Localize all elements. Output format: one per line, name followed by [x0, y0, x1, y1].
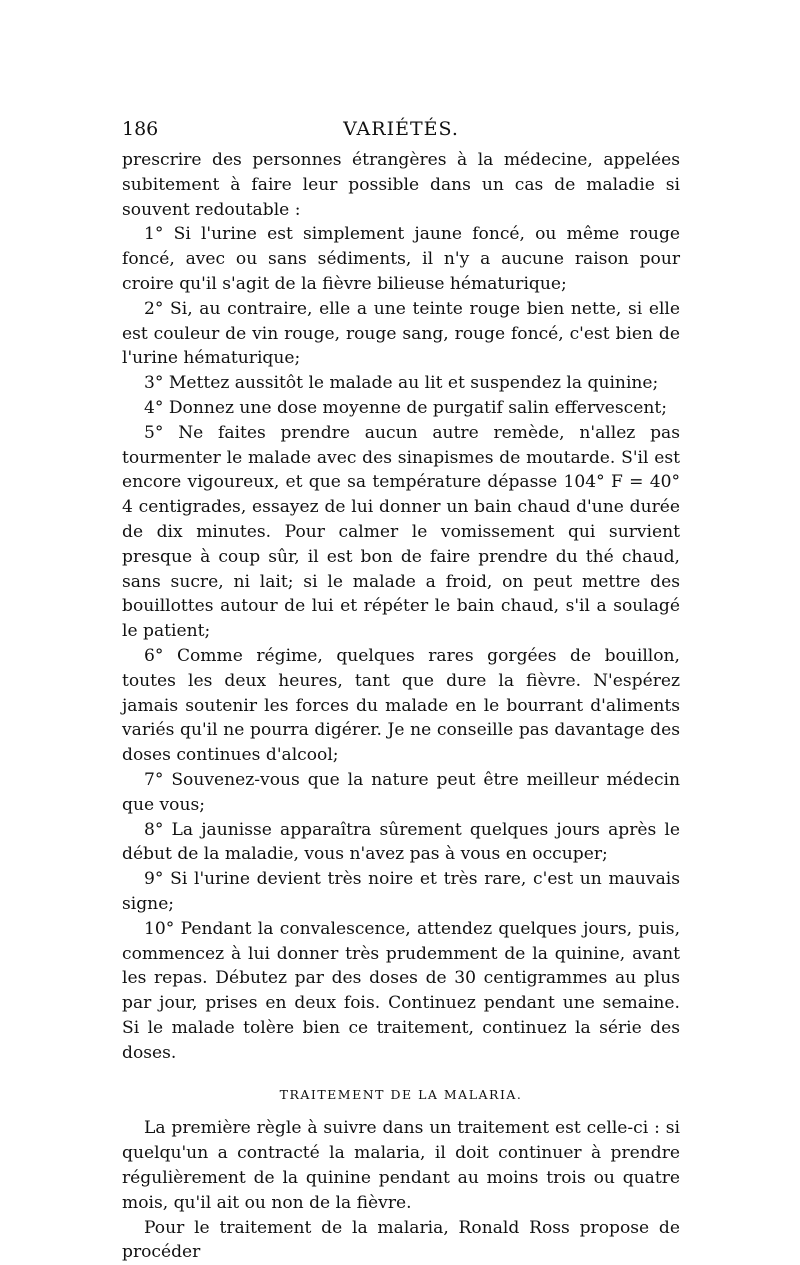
section-paragraph: Pour le traitement de la malaria, Ronald Ross propose de procéder [122, 1217, 680, 1263]
list-item: 9° Si l'urine devient très noire et très rare, c'est un mauvais signe; [122, 869, 680, 914]
list-item: 10° Pendant la convalescence, attendez quelques jours, puis, commencez à lui donner très prudemment de la quinine, avant les repas. Débutez par des doses de 30 centigrammes au plus par jour, prises en deux fois. Continuez pendant une semaine. Si le malade tolère bien ce traitement, continuez la série des doses. [122, 918, 680, 1063]
list-item: 2° Si, au contraire, elle a une teinte rouge bien nette, si elle est couleur de vin rouge, rouge sang, rouge foncé, c'est bien de l'urine hématurique; [122, 298, 680, 369]
book-page [122, 118, 680, 1265]
intro-paragraph: prescrire des personnes étrangères à la médecine, appelées subitement à faire leur possible dans un cas de maladie si souvent redoutable : [122, 150, 680, 220]
list-item: 6° Comme régime, quelques rares gorgées de bouillon, toutes les deux heures, tant que dure la fièvre. N'espérez jamais soutenir les forces du malade en le bourrant d'aliments variés qu'il ne pourra digérer. Je ne conseille pas davantage des doses continues d'alcool; [122, 645, 680, 766]
running-head: VARIÉTÉS. [343, 118, 459, 140]
list-item: 3° Mettez aussitôt le malade au lit et suspendez la quinine; [144, 373, 659, 394]
list-item: 8° La jaunisse apparaîtra sûrement quelques jours après le début de la maladie, vous n'avez pas à vous en occuper; [122, 819, 680, 865]
list-item: 1° Si l'urine est simplement jaune foncé, ou même rouge foncé, avec ou sans sédiments, il n'y a aucune raison pour croire qu'il s'agit de la fièvre bilieuse hématurique; [122, 224, 680, 294]
list-item: 7° Souvenez-vous que la nature peut être meilleur médecin que vous; [122, 769, 680, 815]
section-paragraph: La première règle à suivre dans un traitement est celle-ci : si quelqu'un a contracté la malaria, il doit continuer à prendre régulièrement de la quinine pendant au moins trois ou quatre mois, qu'il ait ou non de la fièvre. [122, 1118, 680, 1213]
list-item: 4° Donnez une dose moyenne de purgatif salin effervescent; [144, 397, 667, 418]
list-item: 5° Ne faites prendre aucun autre remède, n'allez pas tourmenter le malade avec des sinapismes de moutarde. S'il est encore vigoureux, et que sa température dépasse 104° F = 40° 4 centigrades, essayez de lui donner un bain chaud d'une durée de dix minutes. Pour calmer le vomissement qui survient presque à coup sûr, il est bon de faire prendre du thé chaud, sans sucre, ni lait; si le malade a froid, on peut mettre des bouillottes autour de lui et répéter le bain chaud, s'il a soulagé le patient; [122, 422, 680, 642]
body-text [122, 148, 680, 1265]
page-header [122, 118, 680, 148]
page-number: 186 [122, 118, 159, 140]
section-title: TRAITEMENT DE LA MALARIA. [279, 1087, 523, 1103]
